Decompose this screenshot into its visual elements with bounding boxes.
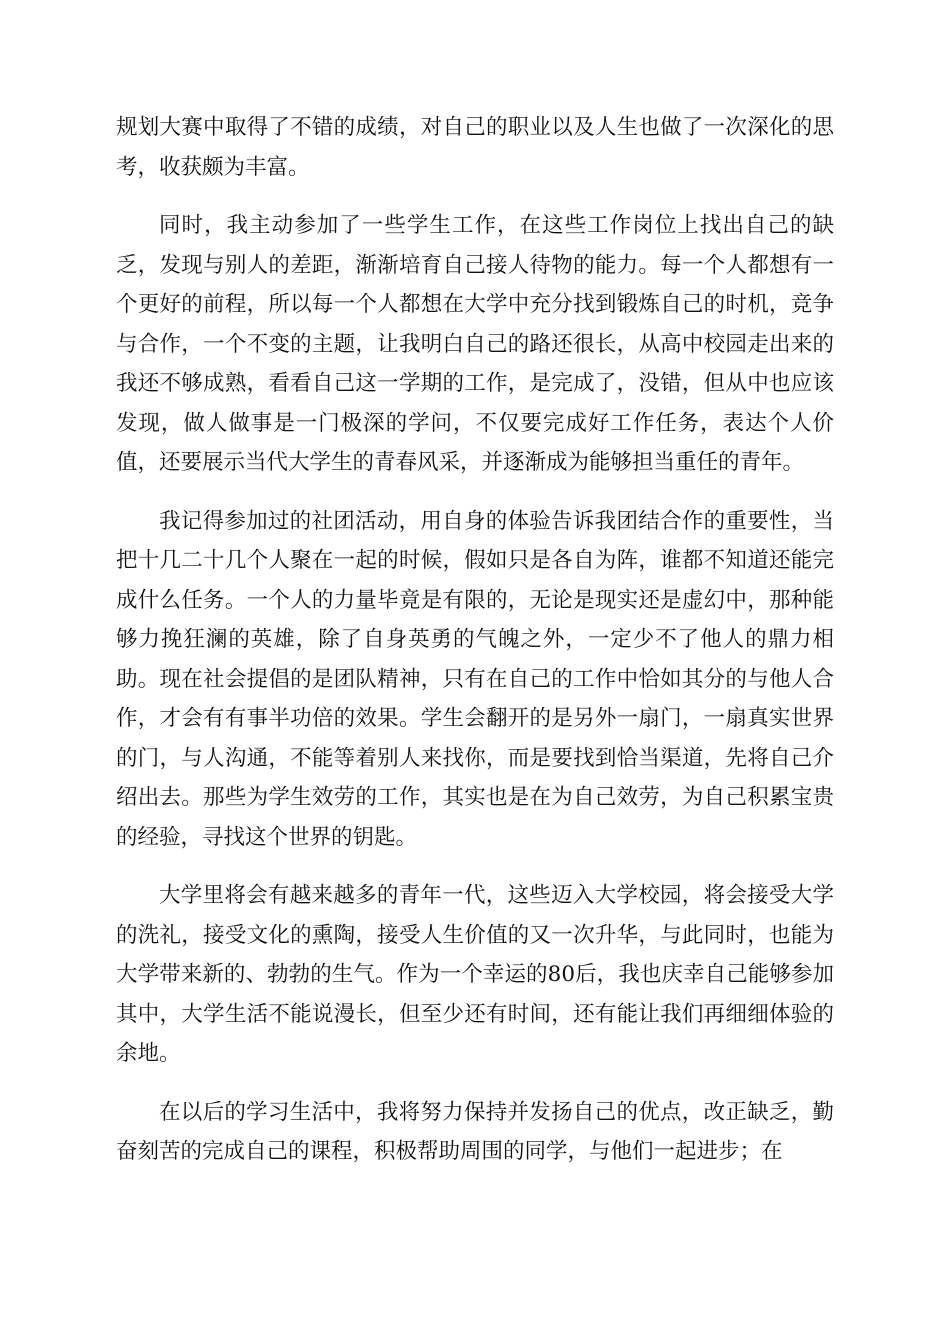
paragraph-5: 在以后的学习生活中，我将努力保持并发扬自己的优点，改正缺乏，勤奋刻苦的完成自己的课程，积极帮助周围的同学，与他们一起进步；在: [116, 1099, 834, 1164]
paragraph-4: 大学里将会有越来越多的青年一代，这些迈入大学校园，将会接受大学的洗礼，接受文化的熏陶，接受人生价值的又一次升华，与此同时，也能为大学带来新的、勃勃的生气。作为一个幸运的80后，我也庆幸自己能够参加其中，大学生活不能说漫长，但至少还有时间，还有能让我们再细细体验的余地。: [116, 883, 834, 1066]
paragraph-1: 规划大赛中取得了不错的成绩，对自己的职业以及人生也做了一次深化的思考，收获颇为丰富。: [116, 115, 834, 180]
paragraph-2: 同时，我主动参加了一些学生工作，在这些工作岗位上找出自己的缺乏，发现与别人的差距，渐渐培育自己接人待物的能力。每一个人都想有一个更好的前程，所以每一个人都想在大学中充分找到锻炼自己的时机，竞争与合作，一个不变的主题，让我明白自己的路还很长，从高中校园走出来的我还不够成熟，看看自己这一学期的工作，是完成了，没错，但从中也应该发现，做人做事是一门极深的学问，不仅要完成好工作任务，表达个人价值，还要展示当代大学生的青春风采，并逐渐成为能够担当重任的青年。: [116, 213, 834, 475]
paragraph-3: 我记得参加过的社团活动，用自身的体验告诉我团结合作的重要性，当把十几二十几个人聚在一起的时候，假如只是各自为阵，谁都不知道还能完成什么任务。一个人的力量毕竟是有限的，无论是现实还是虚幻中，那种能够力挽狂澜的英雄，除了自身英勇的气魄之外，一定少不了他人的鼎力相助。现在社会提倡的是团队精神，只有在自己的工作中恰如其分的与他人合作，才会有有事半功倍的效果。学生会翻开的是另外一扇门，一扇真实世界的门，与人沟通，不能等着别人来找你，而是要找到恰当渠道，先将自己介绍出去。那些为学生效劳的工作，其实也是在为自己效劳，为自己积累宝贵的经验，寻找这个世界的钥匙。: [116, 508, 834, 850]
document-page: [116, 108, 834, 1191]
